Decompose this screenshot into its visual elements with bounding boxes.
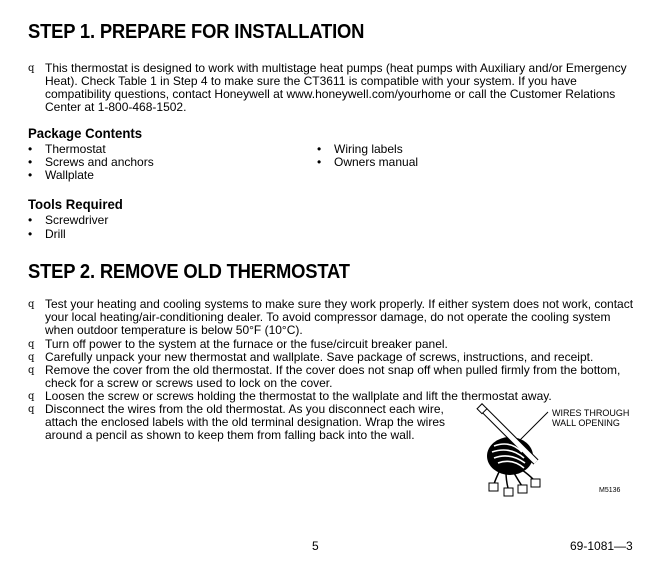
manual-page: STEP 1. PREPARE FOR INSTALLATION q This thermostat is designed to work with multistage heat pumps (heat pumps with Auxiliary and/or Emergency Heat). Check Table 1 in Step 4 to make sure the CT3611 is compatible with your system. If you have compatibility questions, contact Honeywell at www.honeywell.com/yourhome or call the Customer Relations Center at 1-800-468-1502. Package Contents • Thermostat • Screws and anchors • Wallplate • Wiring labels • Owners manual Tools Required • Screwdriver • Drill STEP 2. REMOVE OLD THERMOSTAT q Test your heating and cooling systems to make sure they work properly. If either system does not work, contact your local heating/air-conditioning dealer. To avoid compressor damage, do not operate the cooling system when outdoor temperature is below 50°F (10°C). q Turn off power to the system at the furnace or the fuse/circuit breaker panel. q Carefully unpack your new thermostat and wallplate. Save package of screws, instructions, and receipt. q Remove the cover from the old thermostat. If the cover does not snap off when pulled firmly from the bottom, check for a screw or screws used to lock on the cover. q Loosen the screw or screws holding the thermostat to the wallplate and lift the thermostat away. q Disconnect the wires from the old thermostat. As you disconnect each wire, attach the enclosed labels with the old terminal designation. Wrap the wires around a pencil as shown to keep them from falling back into the wall. WIRES THROUGH WALL OPENING M5136 5 69-1081—3 (0, 0, 659, 577)
tools-required-heading: Tools Required (28, 196, 123, 212)
step1-title: STEP 1. PREPARE FOR INSTALLATION (28, 21, 365, 43)
page-number: 5 (312, 539, 319, 553)
figure-id: M5136 (599, 487, 621, 494)
wire-labels (489, 479, 540, 496)
step1-intro-text: This thermostat is designed to work with multistage heat pumps (heat pumps with Auxiliary and/or Emergency Heat). Check Table 1 in Step 4 to make sure the CT3611 is compatible with your system. If you have compatibility questions, contact Honeywell at www.honeywell.com/yourhome or call the Customer Relations Center at 1-800-468-1502. (45, 61, 627, 114)
callout-leader (520, 412, 548, 440)
list-marker: q (28, 63, 35, 74)
package-contents-heading: Package Contents (28, 125, 143, 141)
document-number: 69-1081—3 (570, 539, 633, 553)
step2-title: STEP 2. REMOVE OLD THERMOSTAT (28, 261, 350, 283)
callout-line-1: WIRES THROUGH (552, 408, 630, 418)
callout-line-2: WALL OPENING (552, 418, 620, 428)
wires-pencil-figure (470, 400, 640, 500)
